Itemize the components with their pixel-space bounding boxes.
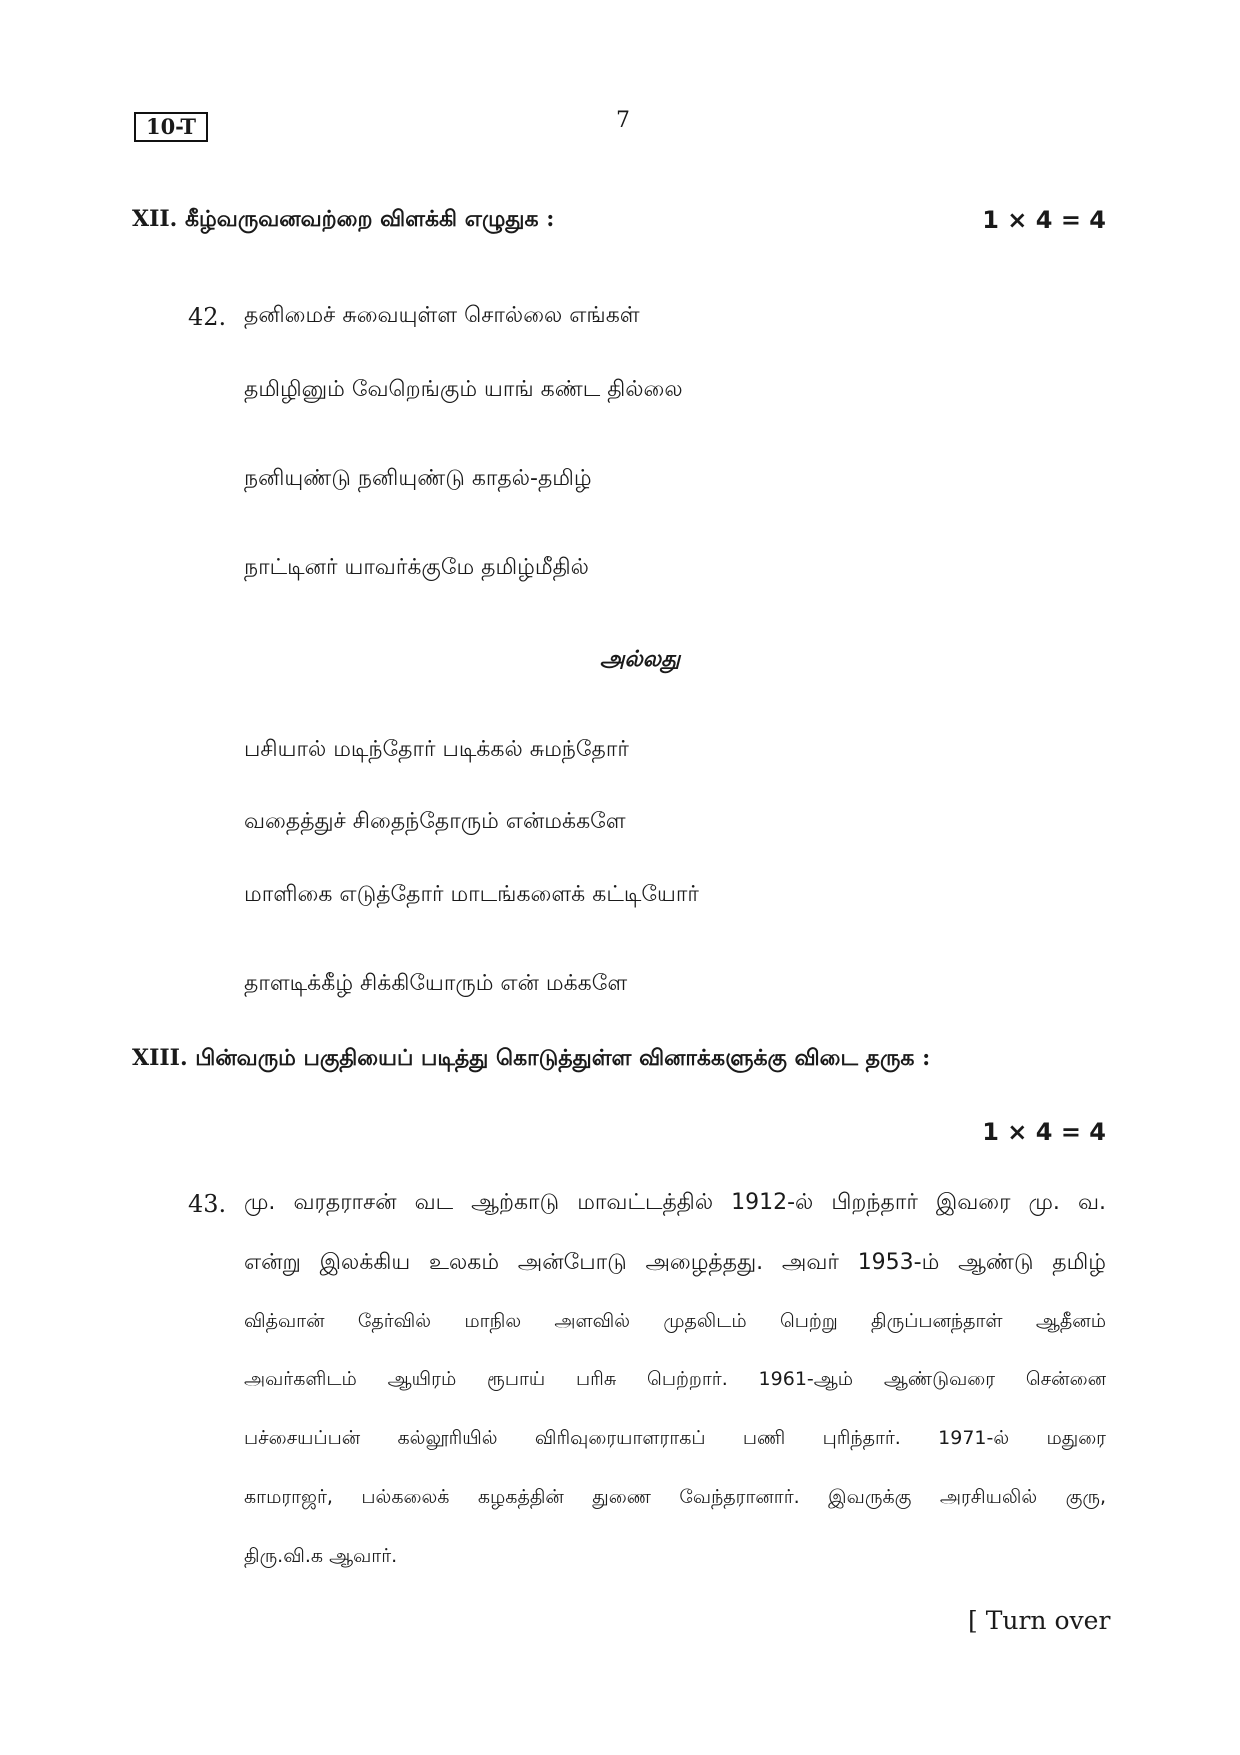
q42-verse1-line-1: தனிமைச் சுவையுள்ள சொல்லை எங்கள் [244, 303, 640, 328]
q43-passage-line-3: வித்வான் தேர்வில் மாநில அளவில் முதலிடம் பெற்று திருப்பனந்தாள் ஆதீனம் [244, 1310, 1106, 1332]
q42-verse2-line-3: மாளிகை எடுத்தோர் மாடங்களைக் கட்டியோர் [244, 882, 699, 907]
q42-verse1-line-3: நனியுண்டு நனியுண்டு காதல்-தமிழ் [244, 466, 592, 491]
section-xiii-heading [132, 1045, 930, 1074]
q42-verse2-line-4: தாளடிக்கீழ் சிக்கியோரும் என் மக்களே [244, 971, 628, 996]
section-xii-marks: 1 × 4 = 4 [982, 206, 1106, 234]
section-xiii-marks: 1 × 4 = 4 [982, 1118, 1106, 1146]
q42-verse2-line-2: வதைத்துச் சிதைந்தோரும் என்மக்களே [244, 809, 626, 834]
page-number: 7 [616, 108, 630, 133]
q43-number: 43. [188, 1190, 227, 1218]
q43-passage-line-1: மு. வரதராசன் வட ஆற்காடு மாவட்டத்தில் 1912-ல் பிறந்தார் இவரை மு. வ. [244, 1190, 1106, 1215]
q43-passage-line-5: பச்சையப்பன் கல்லூரியில் விரிவுரையாளராகப் பணி புரிந்தார். 1971-ல் மதுரை [244, 1427, 1106, 1449]
section-xiii-instruction: பின்வரும் பகுதியைப் படித்து கொடுத்துள்ள வினாக்களுக்கு விடை தருக : [195, 1045, 931, 1071]
q42-verse2-line-1: பசியால் மடிந்தோர் படிக்கல் சுமந்தோர் [244, 737, 629, 762]
section-xii-number: XII. [132, 206, 178, 232]
q42-verse1-line-4: நாட்டினர் யாவர்க்குமே தமிழ்மீதில் [244, 555, 589, 580]
q42-number: 42. [188, 303, 227, 331]
section-xii-heading [132, 206, 554, 235]
q42-alternative-label: அல்லது [600, 647, 681, 672]
q42-verse1-line-2: தமிழினும் வேறெங்கும் யாங் கண்ட தில்லை [244, 377, 683, 402]
section-xii-instruction: கீழ்வருவனவற்றை விளக்கி எழுதுக : [184, 206, 555, 232]
q43-passage-line-4: அவர்களிடம் ஆயிரம் ரூபாய் பரிசு பெற்றார். 1961-ஆம் ஆண்டுவரை சென்னை [244, 1368, 1106, 1390]
paper-code-box: 10-T [134, 112, 208, 142]
turn-over-note: [ Turn over [968, 1606, 1111, 1635]
section-xiii-number: XIII. [132, 1045, 188, 1071]
q43-passage-line-6: காமராஜர், பல்கலைக் கழகத்தின் துணை வேந்தரானார். இவருக்கு அரசியலில் குரு, [244, 1486, 1106, 1508]
q43-passage-line-7: திரு.வி.க ஆவார். [244, 1545, 398, 1567]
q43-passage-line-2: என்று இலக்கிய உலகம் அன்போடு அழைத்தது. அவர் 1953-ம் ஆண்டு தமிழ் [244, 1250, 1106, 1275]
